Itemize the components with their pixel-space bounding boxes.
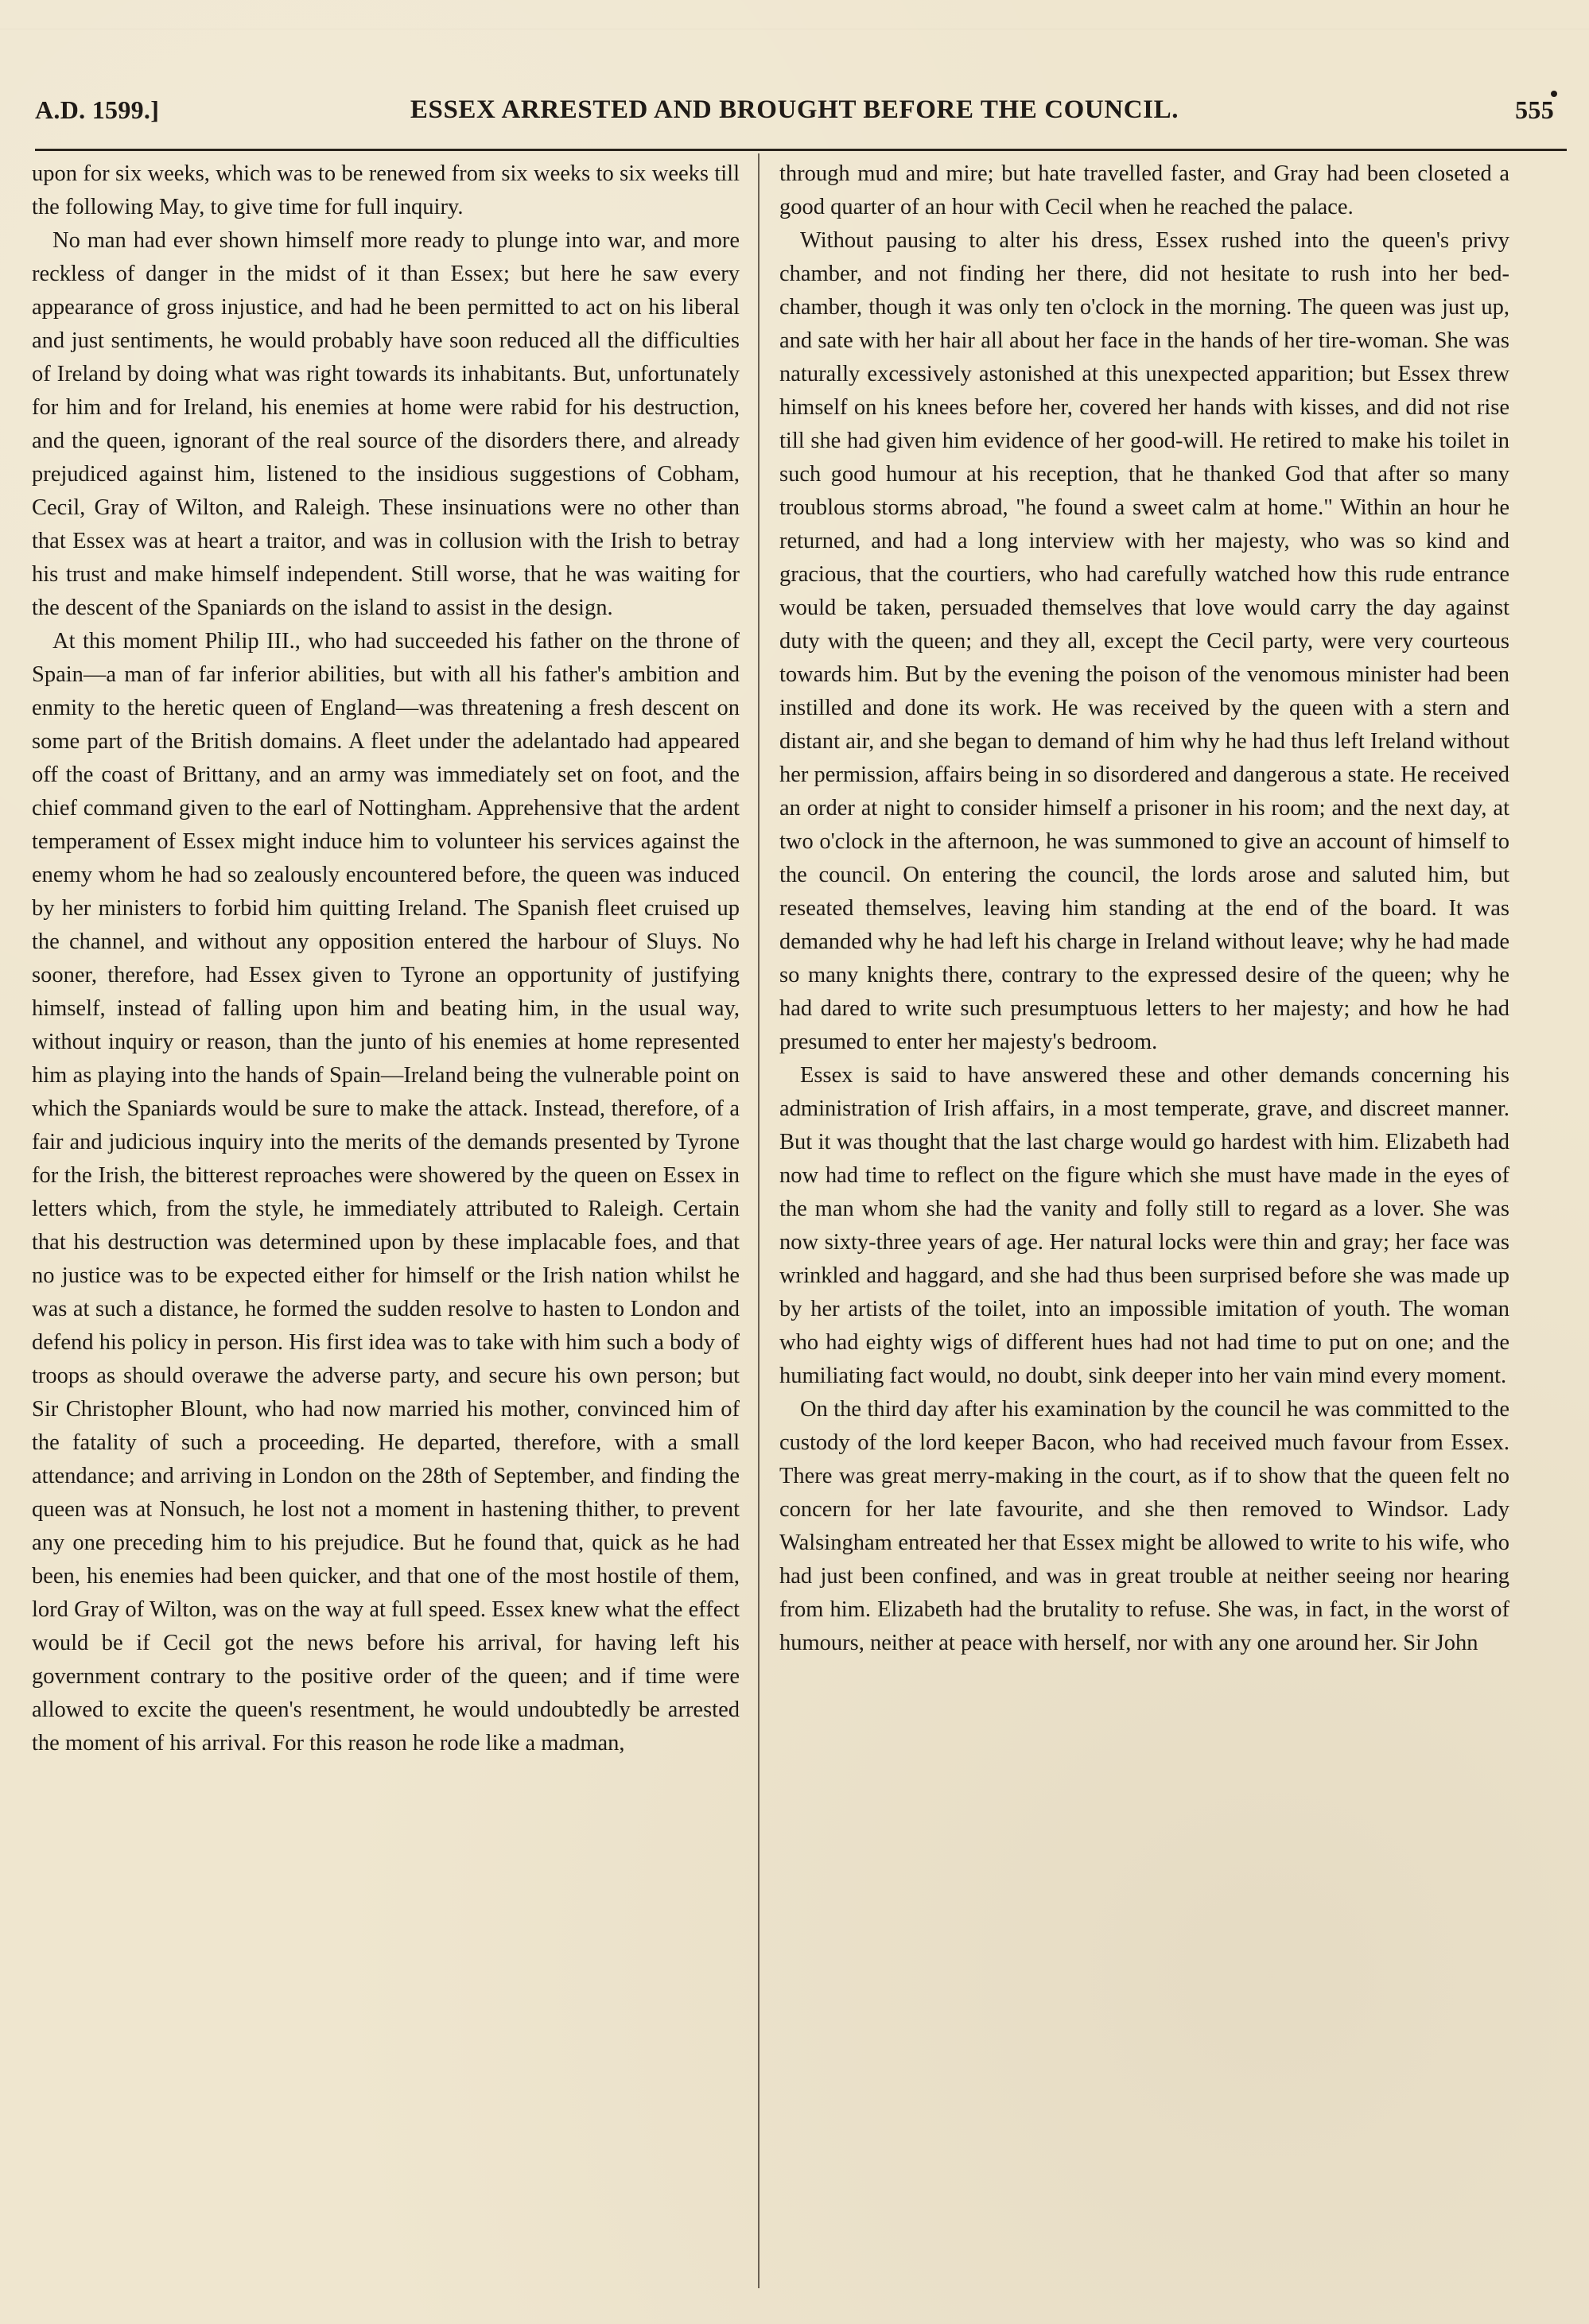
left-column [32, 157, 740, 1760]
right-paragraph-1: through mud and mire; but hate travelled faster, and Gray had been closeted a good quarter of an hour with Cecil when he reached the palace. [779, 161, 1509, 219]
column-divider [758, 153, 760, 2288]
left-paragraph-3: At this moment Philip III., who had succeeded his father on the throne of Spain—a man of far inferior abilities, but with all his father's ambition and enmity to the heretic queen of England—was threatening a fresh descent on some part of the British domains. A fleet under the adelantado had appeared off the coast of Brittany, and an army was immediately set on foot, and the chief command given to the earl of Nottingham. Apprehensive that the ardent temperament of Essex might induce him to volunteer his services against the enemy whom he had so zealously encountered before, the queen was induced by her ministers to forbid him quitting Ireland. The Spanish fleet cruised up the channel, and without any opposition entered the harbour of Sluys. No sooner, therefore, had Essex given to Tyrone an opportunity of justifying himself, instead of falling upon him and beating him, in the usual way, without inquiry or reason, than the junto of his enemies at home represented him as playing into the hands of Spain—Ireland being the vulnerable point on which the Spaniards would be sure to make the attack. Instead, therefore, of a fair and judicious inquiry into the merits of the demands presented by Tyrone for the Irish, the bitterest reproaches were showered by the queen on Essex in letters which, from the style, he immediately attributed to Raleigh. Certain that his destruction was determined upon by these implacable foes, and that no justice was to be expected either for himself or the Irish nation whilst he was at such a distance, he formed the sudden resolve to hasten to London and defend his policy in person. His first idea was to take with him such a body of troops as should overawe the adverse party, and secure his own person; but Sir Christopher Blount, who had now married his mother, convinced him of the fatality of such a proceeding. He departed, therefore, with a small attendance; and arriving in London on the 28th of September, and finding the queen was at Nonsuch, he lost not a moment in hastening thither, to prevent any one preceding him to his prejudice. But he found that, quick as he had been, his enemies had been quicker, and that one of the most hostile of them, lord Gray of Wilton, was on the way at full speed. Essex knew what the effect would be if Cecil got the news before his arrival, for having left his government contrary to the positive order of the queen; and if time were allowed to excite the queen's resentment, he would undoubtedly be arrested the moment of his arrival. For this reason he rode like a madman, [32, 629, 740, 1756]
page-header [35, 95, 1554, 143]
scan-edge [0, 0, 1589, 29]
header-rule [35, 149, 1567, 151]
left-paragraph-2: No man had ever shown himself more ready to plunge into war, and more reckless of danger in the midst of it than Essex; but here he saw every appearance of gross injustice, and had he been permitted to act on his liberal and just sentiments, he would probably have soon reduced all the difficulties of Ireland by doing what was right towards its inhabitants. But, unfortunately for him and for Ireland, his enemies at home were rabid for his destruction, and the queen, ignorant of the real source of the disorders there, and already prejudiced against him, listened to the insidious suggestions of Cobham, Cecil, Gray of Wilton, and Raleigh. These insinuations were no other than that Essex was at heart a traitor, and was in collusion with the Irish to betray his trust and make himself independent. Still worse, that he was waiting for the descent of the Spaniards on the island to assist in the design. [32, 228, 740, 620]
header-title: ESSEX ARRESTED AND BROUGHT BEFORE THE COUNCIL. [410, 95, 1179, 124]
right-column [779, 157, 1509, 1660]
left-paragraph-1: upon for six weeks, which was to be renewed from six weeks to six weeks till the following May, to give time for full inquiry. [32, 161, 740, 219]
right-paragraph-2: Without pausing to alter his dress, Essex rushed into the queen's privy chamber, and not finding her there, did not hesitate to rush into her bed-chamber, though it was only ten o'clock in the morning. The queen was just up, and sate with her hair all about her face in the hands of her tire-woman. She was naturally excessively astonished at this unexpected apparition; but Essex threw himself on his knees before her, covered her hands with kisses, and did not rise till she had given him evidence of her good-will. He retired to make his toilet in such good humour at his reception, that he thanked God that after so many troublous storms abroad, "he found a sweet calm at home." Within an hour he returned, and had a long interview with her majesty, who was so kind and gracious, that the courtiers, who had carefully watched how this rude entrance would be taken, persuaded themselves that love would carry the day against duty with the queen; and they all, except the Cecil party, were very courteous towards him. But by the evening the poison of the venomous minister had been instilled and done its work. He was received by the queen with a stern and distant air, and she began to demand of him why he had thus left Ireland without her permission, affairs being in so disordered and dangerous a state. He received an order at night to consider himself a prisoner in his room; and the next day, at two o'clock in the afternoon, he was summoned to give an account of himself to the council. On entering the council, the lords arose and saluted him, but reseated themselves, leaving him standing at the end of the board. It was demanded why he had left his charge in Ireland without leave; why he had made so many knights there, contrary to the expressed desire of the queen; why he had dared to write such presumptuous letters to her majesty; and how he had presumed to enter her majesty's bedroom. [779, 228, 1509, 1054]
right-paragraph-3: Essex is said to have answered these and other demands concerning his administration of Irish affairs, in a most temperate, grave, and discreet manner. But it was thought that the last charge would go hardest with him. Elizabeth had now had time to reflect on the figure which she must have made in the eyes of the man whom she had the vanity and folly still to regard as a lover. She was now sixty-three years of age. Her natural locks were thin and gray; her face was wrinkled and haggard, and she had thus been surprised before she was made up by her artists of the toilet, into an impossible imitation of youth. The woman who had eighty wigs of different hues had not had time to put on one; and the humiliating fact would, no doubt, sink deeper into her vain mind every moment. [779, 1063, 1509, 1388]
page-number: 555 [1515, 95, 1554, 124]
header-left: A.D. 1599.] [35, 95, 160, 124]
right-paragraph-4: On the third day after his examination by the council he was committed to the custody of the lord keeper Bacon, who had received much favour from Essex. There was great merry-making in the court, as if to show that the queen felt no concern for her late favourite, and she then removed to Windsor. Lady Walsingham entreated her that Essex might be allowed to write to his wife, who had just been confined, and was in great trouble at neither seeing nor hearing from him. Elizabeth had the brutality to refuse. She was, in fact, in the worst of humours, neither at peace with herself, nor with any one around her. Sir John [779, 1397, 1509, 1655]
